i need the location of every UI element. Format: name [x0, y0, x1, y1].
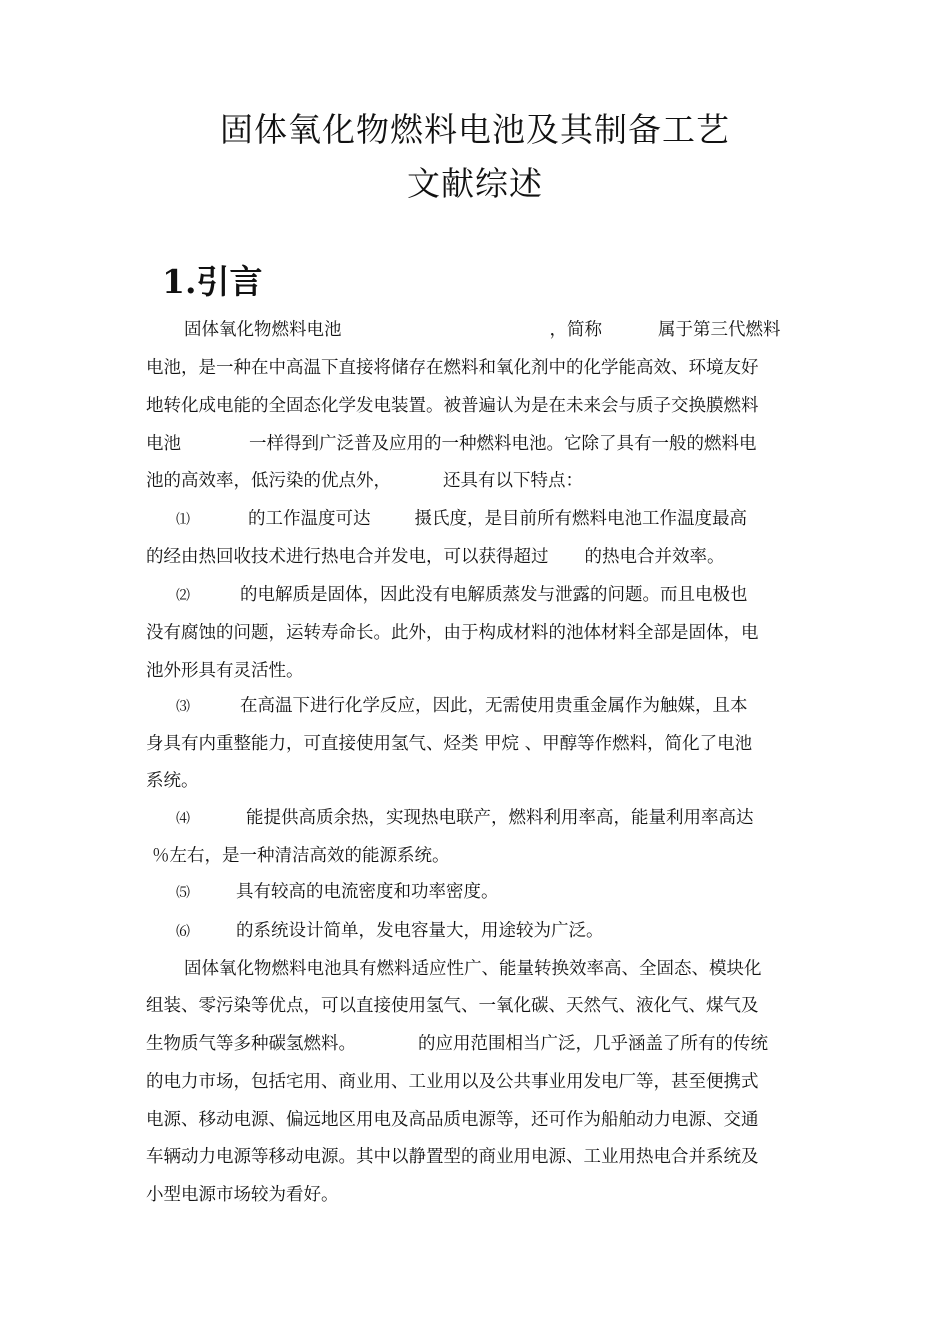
text-segment: 生物质气等多种碳氢燃料。 [146, 1034, 356, 1054]
text-segment: 摄氏度，是目前所有燃料电池工作温度最高 [414, 509, 747, 529]
document-title-line-2: 文献综述 [407, 164, 543, 203]
text-line [146, 425, 808, 463]
text-segment: 的经由热回收技术进行热电合并发电，可以获得超过 [146, 547, 549, 567]
text-segment: 还具有以下特点： [443, 471, 583, 491]
list-marker: ⑴ [176, 512, 190, 528]
list-marker: ⑶ [176, 699, 190, 715]
text-segment: 身具有内重整能力，可直接使用氢气、烃类 甲烷 、甲醇等作燃料，简化了电池 [146, 734, 753, 754]
text-segment: 属于第三代燃料 [658, 320, 781, 340]
text-segment: 固体氧化物燃料电池 [184, 320, 342, 340]
text-segment: 车辆动力电源等移动电源。其中以静置型的商业用电源、工业用热电合并系统及 [146, 1147, 759, 1167]
text-line [146, 652, 808, 690]
text-segment: 的热电合并效率。 [584, 547, 725, 567]
text-line [146, 799, 808, 837]
text-segment: 具有较高的电流密度和功率密度。 [236, 882, 499, 902]
text-segment: 池的高效率，低污染的优点外， [146, 471, 391, 491]
list-marker: ⑹ [176, 924, 190, 940]
section-heading-text: 引言 [196, 262, 263, 301]
text-segment: 在高温下进行化学反应，因此，无需使用贵重金属作为触媒，且本 [240, 696, 748, 716]
text-segment: ，简称 [549, 320, 602, 340]
text-segment: 的系统设计简单，发电容量大，用途较为广泛。 [236, 921, 604, 941]
text-segment: 能提供高质余热，实现热电联产，燃料利用率高，能量利用率高达 [246, 808, 754, 828]
text-segment: 地转化成电能的全固态化学发电装置。被普遍认为是在未来会与质子交换膜燃料 [146, 396, 759, 416]
text-line [146, 762, 808, 800]
text-segment: 的工作温度可达 [248, 509, 371, 529]
list-marker: ⑵ [176, 588, 190, 604]
text-line [146, 987, 808, 1025]
text-line [146, 311, 808, 349]
text-line [146, 837, 808, 875]
text-segment: ％左右，是一种清洁高效的能源系统。 [152, 846, 450, 866]
text-line [146, 1101, 808, 1139]
text-segment: 的应用范围相当广泛，几乎涵盖了所有的传统 [418, 1034, 768, 1054]
text-line [146, 576, 808, 614]
text-line [146, 538, 808, 576]
text-segment: 一样得到广泛普及应用的一种燃料电池。它除了具有一般的燃料电 [249, 434, 757, 454]
text-segment: 电源、移动电源、偏远地区用电及高品质电源等，还可作为船舶动力电源、交通 [146, 1110, 759, 1130]
text-segment: 池外形具有灵活性。 [146, 661, 304, 681]
text-line [146, 950, 808, 988]
text-segment: 组装、零污染等优点，可以直接使用氢气、一氧化碳、天然气、液化气、煤气及 [146, 996, 759, 1016]
text-line [146, 1063, 808, 1101]
text-line [146, 873, 808, 911]
text-line [146, 462, 808, 500]
list-marker: ⑸ [176, 885, 190, 901]
section-heading-number: 1. [162, 262, 197, 301]
text-line [146, 614, 808, 652]
text-line [146, 500, 808, 538]
text-line [146, 349, 808, 387]
list-marker: ⑷ [176, 811, 190, 827]
text-line [146, 387, 808, 425]
text-segment: 的电力市场，包括宅用、商业用、工业用以及公共事业用发电厂等，甚至便携式 [146, 1072, 759, 1092]
section-heading [162, 256, 262, 303]
text-segment: 小型电源市场较为看好。 [146, 1185, 339, 1205]
text-segment: 电池，是一种在中高温下直接将储存在燃料和氧化剂中的化学能高效、环境友好 [146, 358, 759, 378]
text-line [146, 1176, 808, 1214]
text-segment: 的电解质是固体，因此没有电解质蒸发与泄露的问题。而且电极也 [240, 585, 748, 605]
text-line [146, 1138, 808, 1176]
document-title-line-1: 固体氧化物燃料电池及其制备工艺 [220, 110, 730, 149]
text-line [146, 725, 808, 763]
text-segment: 电池 [146, 434, 181, 454]
text-line [146, 687, 808, 725]
text-segment: 固体氧化物燃料电池具有燃料适应性广、能量转换效率高、全固态、模块化 [184, 959, 762, 979]
text-segment: 系统。 [146, 771, 199, 791]
text-line [146, 912, 808, 950]
text-line [146, 1025, 808, 1063]
text-segment: 没有腐蚀的问题，运转寿命长。此外，由于构成材料的池体材料全部是固体，电 [146, 623, 759, 643]
